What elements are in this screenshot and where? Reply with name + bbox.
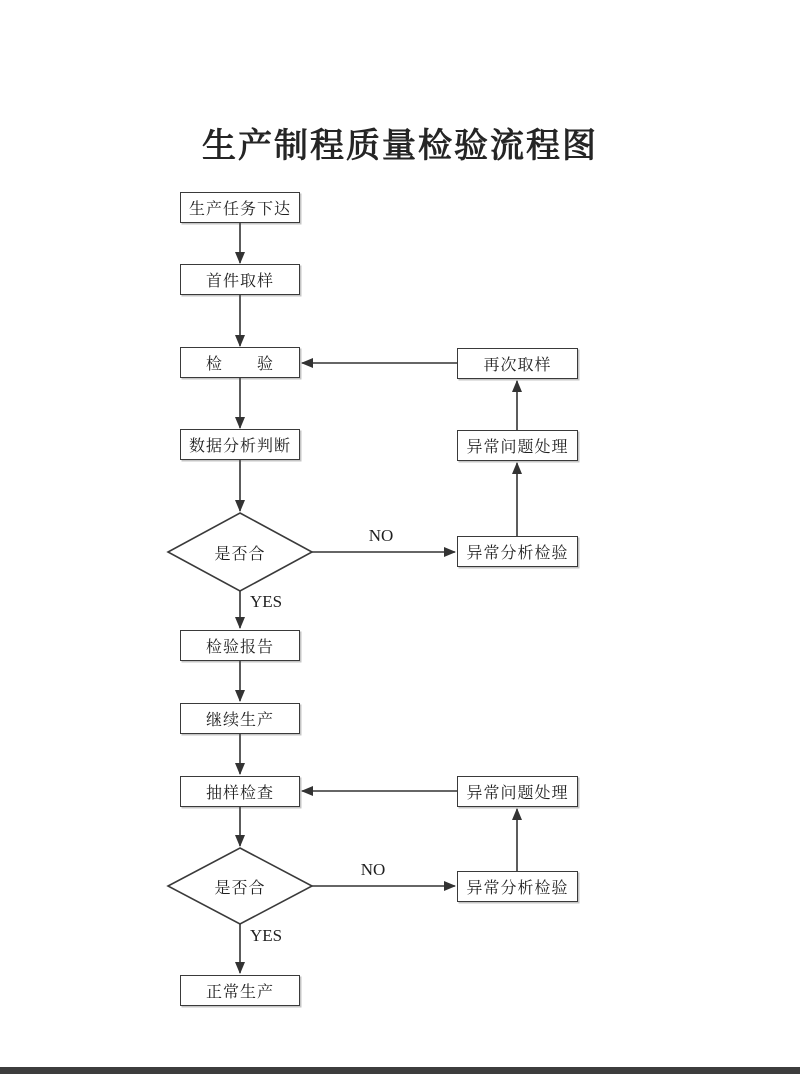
edge-label-no1: NO (368, 526, 394, 545)
node-abnormal-inspect2: 异常分析检验 (457, 871, 578, 902)
edge-label-yes2: YES (250, 926, 283, 945)
node-decision2-label: 是否合 (214, 879, 266, 897)
node-abnormal-handle2: 异常问题处理 (457, 776, 578, 807)
node-resample: 再次取样 (457, 348, 578, 379)
edge-label-yes1: YES (250, 592, 283, 611)
node-task: 生产任务下达 (180, 192, 300, 223)
node-abnormal-handle1: 异常问题处理 (457, 430, 578, 461)
node-report: 检验报告 (180, 630, 300, 661)
node-sampling-check: 抽样检查 (180, 776, 300, 807)
node-data-analysis: 数据分析判断 (180, 429, 300, 460)
node-abnormal-inspect1: 异常分析检验 (457, 536, 578, 567)
page-title: 生产制程质量检验流程图 (202, 127, 598, 165)
node-first-sample: 首件取样 (180, 264, 300, 295)
edge-label-no2: NO (360, 860, 386, 879)
node-normal-prod: 正常生产 (180, 975, 300, 1006)
node-continue-prod: 继续生产 (180, 703, 300, 734)
bottom-bar (0, 1067, 800, 1074)
node-inspect: 检 验 (180, 347, 300, 378)
node-decision1-label: 是否合 (214, 545, 266, 563)
